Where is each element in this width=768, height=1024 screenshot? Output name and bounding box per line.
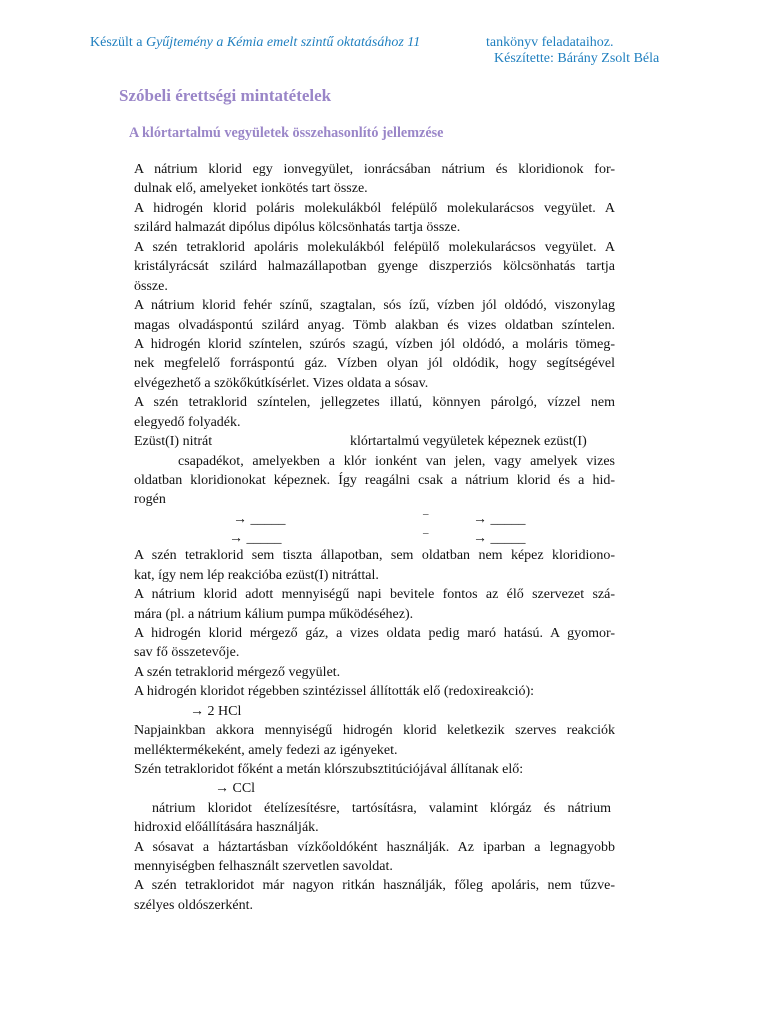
section-subtitle: A klórtartalmú vegyületek összehasonlító jellemzése <box>129 125 444 141</box>
paragraph-line: elvégezhető a szökőkútkísérlet. Vizes oldata a sósav. <box>134 376 429 391</box>
page-title: Szóbeli érettségi mintatételek <box>119 86 332 105</box>
paragraph-line: hidroxid előállítására használják. <box>134 820 319 835</box>
paragraph-line: A szén tetrakloridot már nagyon ritkán használják, főleg apoláris, nem tűzve- <box>134 878 615 893</box>
paragraph-line: oldatban kloridionokat képeznek. Így reagálni csak a nátrium klorid és a hid- <box>134 473 615 488</box>
paragraph-line: A szén tetraklorid sem tiszta állapotban, sem oldatban nem képez kloridiono- <box>134 548 615 563</box>
paragraph-line: dulnak elő, amelyeket ionkötés tart össze. <box>134 181 368 196</box>
equation-blank: → _____ <box>473 531 526 546</box>
paragraph-line: csapadékot, amelyekben a klór ionként van jelen, vagy amelyek vizes <box>178 454 615 469</box>
paragraph-line: kat, így nem lép reakcióba ezüst(I) nitráttal. <box>134 568 379 583</box>
equation-blank: → _____ <box>233 512 286 527</box>
paragraph-line: sav fő összetevője. <box>134 645 240 660</box>
paragraph-line: össze. <box>134 279 168 294</box>
paragraph-line: nek megfelelő forráspontú gáz. Vízben olyan jól oldódik, hogy segítségével <box>134 356 615 371</box>
paragraph-line: szélyes oldószerként. <box>134 898 253 913</box>
paragraph-line: Napjainkban akkora mennyiségű hidrogén klorid keletkezik szerves reakciók <box>134 723 615 738</box>
paragraph-line: A hidrogén klorid mérgező gáz, a vizes oldata pedig maró hatású. A gyomor- <box>134 626 615 641</box>
paragraph-line: klórtartalmú vegyületek képeznek ezüst(I) <box>350 434 587 449</box>
paragraph-line: A hidrogén kloridot régebben szintézissel állították elő (redoxireakció): <box>134 684 535 699</box>
equation-blank: → _____ <box>473 512 526 527</box>
paragraph-line: melléktermékeként, amely fedezi az igényeket. <box>134 743 398 758</box>
paragraph-line: Ezüst(I) nitrát <box>134 434 213 449</box>
paragraph-line: A szén tetraklorid színtelen, jellegzetes illatú, könnyen párolgó, vízzel nem <box>134 395 615 410</box>
header-author: Készítette: Bárány Zsolt Béla <box>494 51 660 66</box>
ion-charge-mark: – <box>423 527 429 539</box>
paragraph-line: A nátrium klorid adott mennyiségű napi bevitele fontos az élő szervezet szá- <box>134 587 615 602</box>
equation-product: → 2 HCl <box>190 704 242 719</box>
paragraph-line: rogén <box>134 492 166 507</box>
paragraph-line: nátrium kloridot ételízesítésre, tartósításra, valamint klórgáz és nátrium <box>152 801 611 816</box>
header-prefix: Készült a <box>90 35 146 50</box>
header-suffix: tankönyv feladataihoz. <box>486 35 614 50</box>
paragraph-line: szilárd halmazát dipólus dipólus kölcsönhatás tartja össze. <box>134 220 461 235</box>
equation-blank: → _____ <box>229 531 282 546</box>
paragraph-line: A hidrogén klorid poláris molekulákból felépülő molekularácsos vegyület. A <box>134 201 615 216</box>
paragraph-line: A nátrium klorid egy ionvegyület, ionrácsában nátrium és kloridionok for- <box>134 162 615 177</box>
paragraph-line: A nátrium klorid fehér színű, szagtalan, sós ízű, vízben jól oldódó, viszonylag <box>134 298 615 313</box>
header-book-line <box>90 35 420 51</box>
paragraph-line: mára (pl. a nátrium kálium pumpa működéséhez). <box>134 607 414 622</box>
equation-product: → CCl <box>215 781 256 796</box>
paragraph-line: A hidrogén klorid színtelen, szúrós szagú, vízben jól oldódó, a moláris tömeg- <box>134 337 615 352</box>
paragraph-line: kristályrácsát szilárd halmazállapotban gyenge diszperziós kölcsönhatás tartja <box>134 259 615 274</box>
paragraph-line: A szén tetraklorid mérgező vegyület. <box>134 665 341 680</box>
paragraph-line: elegyedő folyadék. <box>134 415 241 430</box>
ion-charge-mark: – <box>423 508 429 520</box>
paragraph-line: mennyiségben felhasznált szervetlen savoldat. <box>134 859 393 874</box>
paragraph-line: magas olvadáspontú szilárd anyag. Tömb alakban és vizes oldatban színtelen. <box>134 318 615 333</box>
paragraph-line: A szén tetraklorid apoláris molekulákból felépülő molekularácsos vegyület. A <box>134 240 615 255</box>
paragraph-line: Szén tetrakloridot főként a metán klórszubsztitúciójával állítanak elő: <box>134 762 524 777</box>
paragraph-line: A sósavat a háztartásban vízkőoldóként használják. Az iparban a legnagyobb <box>134 840 615 855</box>
header-book-title: Gyűjtemény a Kémia emelt szintű oktatásához 11 <box>145 35 421 50</box>
